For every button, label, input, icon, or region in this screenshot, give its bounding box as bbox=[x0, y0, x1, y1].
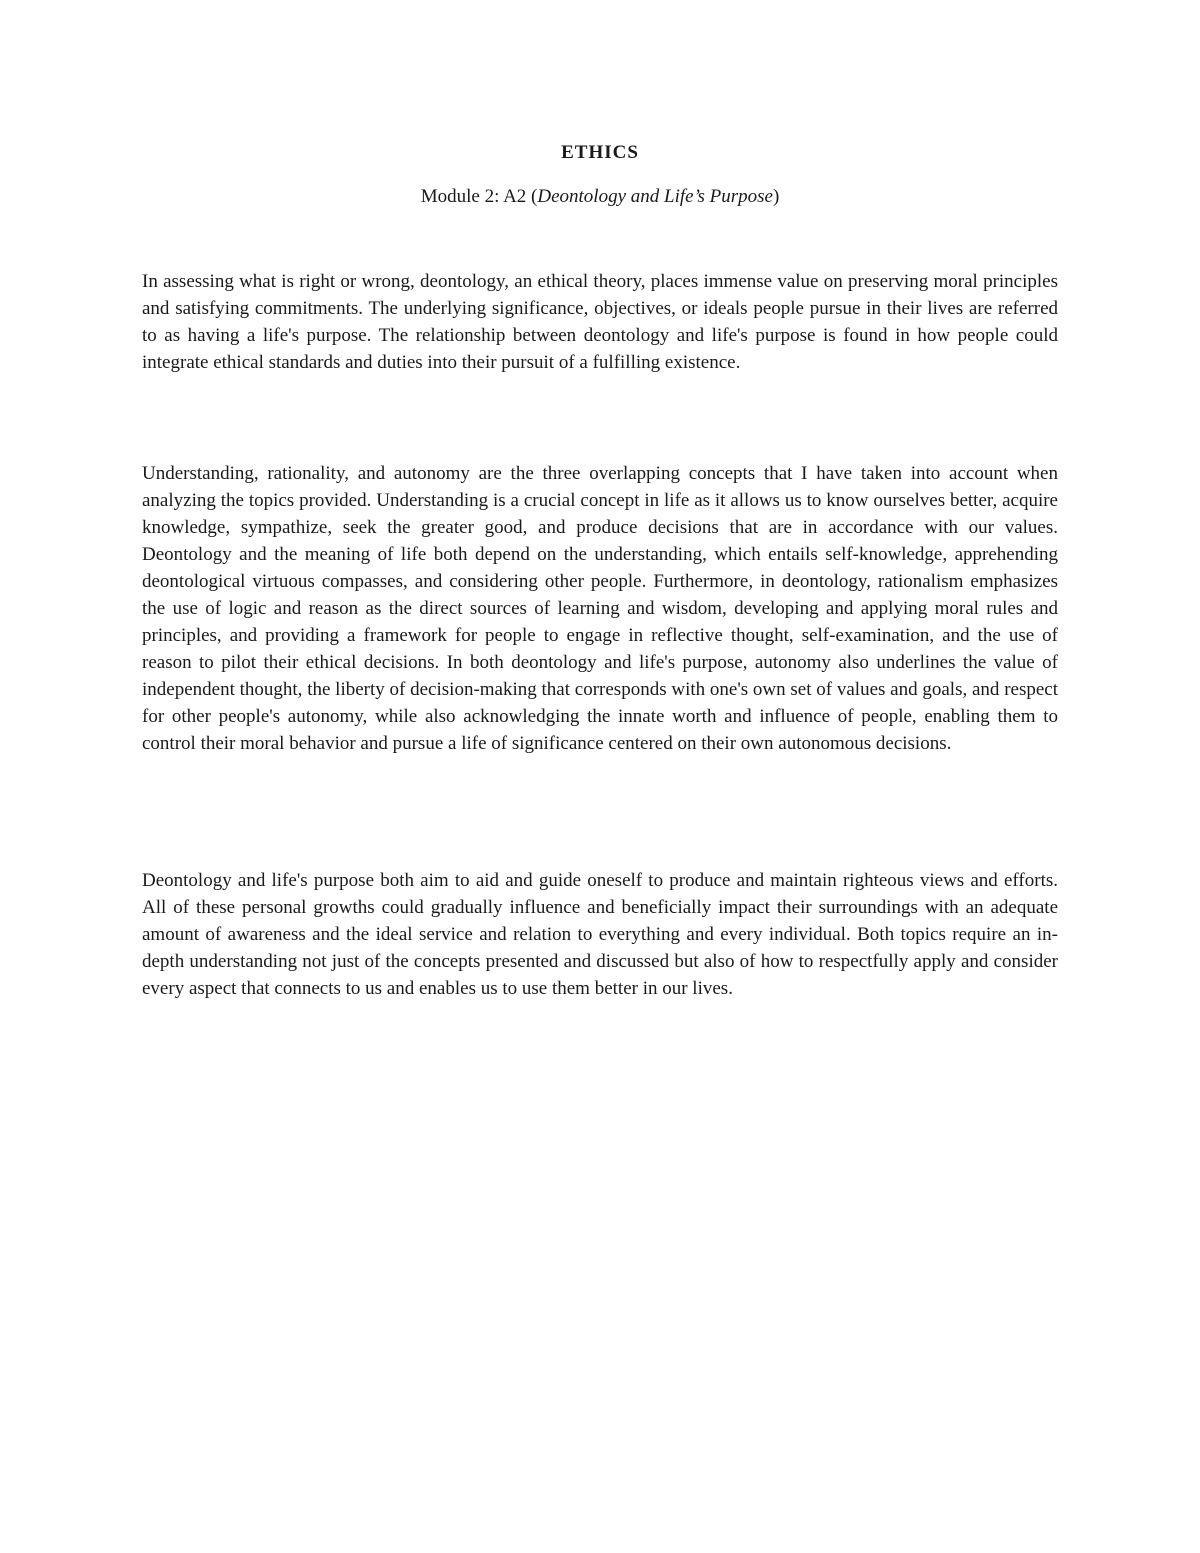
body-paragraph-3: Deontology and life's purpose both aim to aid and guide oneself to produce and maintain righteous views and efforts. All of these personal growths could gradually influence and beneficially impact their surroundings with an adequate amount of awareness and the ideal service and relation to everything and every individual. Both topics require an in-depth understanding not just of the concepts presented and discussed but also of how to respectfully apply and consider every aspect that connects to us and enables us to use them better in our lives. bbox=[142, 870, 1058, 999]
subtitle-topic: Deontology and Life’s Purpose bbox=[537, 186, 773, 207]
subtitle-prefix: Module 2: A2 ( bbox=[420, 186, 538, 207]
body-paragraph-1: In assessing what is right or wrong, deontology, an ethical theory, places immense value on preserving moral principles and satisfying commitments. The underlying significance, objectives, or ideals people pursue in their lives are referred to as having a life's purpose. The relationship between deontology and life's purpose is found in how people could integrate ethical standards and duties into their pursuit of a fulfilling existence. bbox=[142, 271, 1058, 373]
body-paragraph-2: Understanding, rationality, and autonomy are the three overlapping concepts that I have taken into account when analyzing the topics provided. Understanding is a crucial concept in life as it allows us to know ourselves better, acquire knowledge, sympathize, seek the greater good, and produce decisions that are in accordance with our values. Deontology and the meaning of life both depend on the understanding, which entails self-knowledge, apprehending deontological virtuous compasses, and considering other people. Furthermore, in deontology, rationalism emphasizes the use of logic and reason as the direct sources of learning and wisdom, developing and applying moral rules and principles, and providing a framework for people to engage in reflective thought, self-examination, and the use of reason to pilot their ethical decisions. In both deontology and life's purpose, autonomy also underlines the value of independent thought, the liberty of decision-making that corresponds with one's own set of values and goals, and respect for other people's autonomy, while also acknowledging the innate worth and influence of people, enabling them to control their moral behavior and pursue a life of significance centered on their own autonomous decisions. bbox=[142, 463, 1058, 754]
document-subtitle bbox=[0, 186, 1200, 208]
document-title: ETHICS bbox=[561, 142, 639, 163]
subtitle-suffix: ) bbox=[772, 186, 780, 207]
